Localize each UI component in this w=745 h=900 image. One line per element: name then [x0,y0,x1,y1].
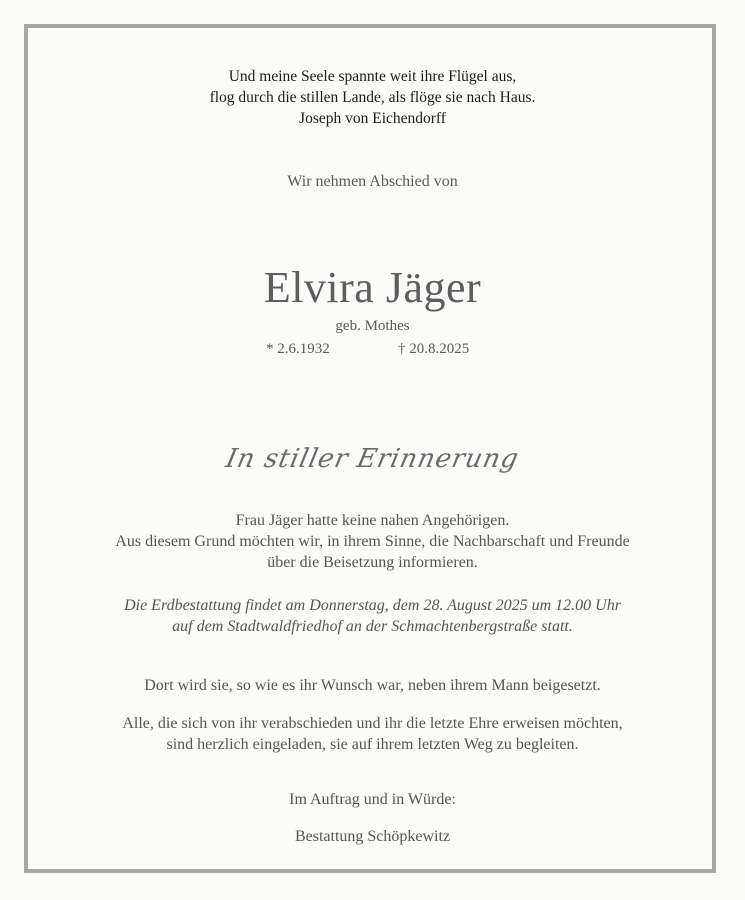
poem-line-2: flog durch die stillen Lande, als flöge sie nach Haus. [209,89,536,106]
birth-date: * 2.6.1932 [266,341,330,357]
paragraph2: Dort wird sie, so wie es ihr Wunsch war, neben ihrem Mann beigesetzt. [144,677,601,694]
death-date: † 20.8.2025 [398,341,470,357]
paragraph3-line-1: Alle, die sich von ihr verabschieden und ihr die letzte Ehre erweisen möchten, [122,715,623,732]
deceased-name: Elvira Jäger [263,263,482,312]
paragraph1-line-2: Aus diesem Grund möchten wir, in ihrem Sinne, die Nachbarschaft und Freunde [115,533,630,550]
birth-name: geb. Mothes [335,318,410,334]
intro-text: Wir nehmen Abschied von [287,173,458,190]
funeral-line-1: Die Erdbestattung findet am Donnerstag, dem 28. August 2025 um 12.00 Uhr [124,597,621,614]
paragraph3-line-2: sind herzlich eingeladen, sie auf ihrem letzten Weg zu begleiten. [166,736,579,753]
closing-text: Im Auftrag und in Würde: [289,791,456,808]
script-heading: In stiller Erinnerung [223,444,522,474]
poem-author: Joseph von Eichendorff [299,110,446,127]
paragraph1-line-3: über die Beisetzung informieren. [267,554,478,571]
poem-line-1: Und meine Seele spannte weit ihre Flügel aus, [228,68,517,85]
signatory: Bestattung Schöpkewitz [294,828,451,845]
paragraph1-line-1: Frau Jäger hatte keine nahen Angehörigen. [235,512,510,529]
funeral-line-2: auf dem Stadtwaldfriedhof an der Schmachtenbergstraße statt. [172,618,573,635]
